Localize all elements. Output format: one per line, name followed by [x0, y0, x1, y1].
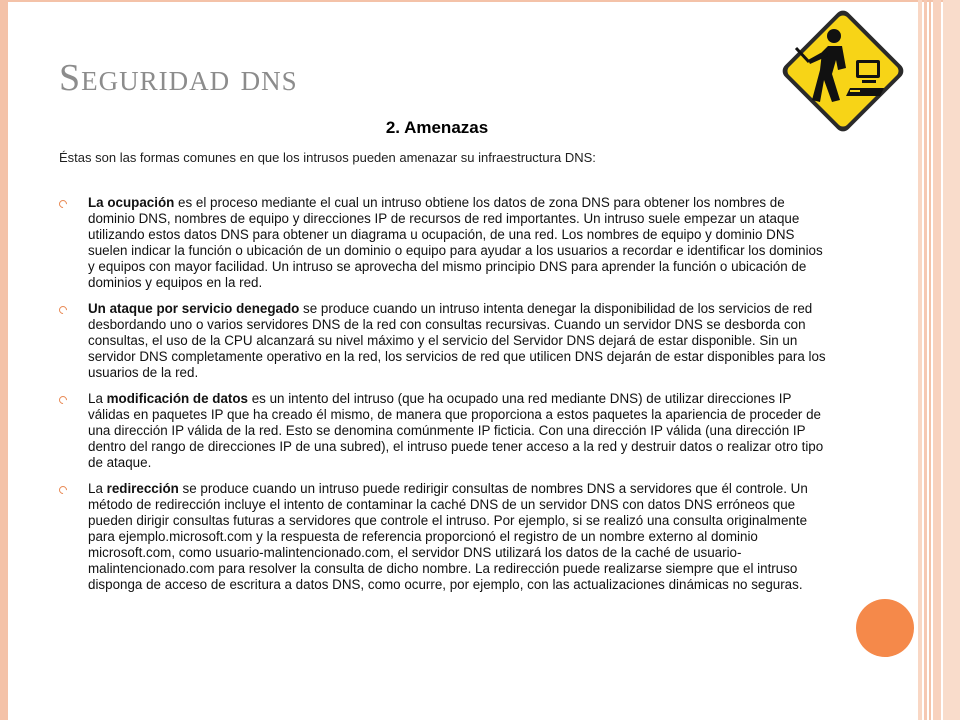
bullet-icon	[57, 304, 68, 315]
bullet-keyword: La ocupación	[88, 195, 175, 210]
decorative-stripe	[943, 0, 960, 720]
list-item	[59, 481, 829, 593]
bullet-text: es un intento del intruso (que ha ocupado una red mediante DNS) de utilizar direcciones IP válidas en paquetes IP que ha creado él mismo, de manera que proporciona a estos paquetes la apariencia de proceder de una dirección IP válida de la red. Esto se denomina comúnmente IP ficticia. Con una dirección IP válida (una dirección IP dentro del rango de direcciones IP de una subred), el intruso puede tener acceso a la red y destruir datos o realizar otro tipo de ataque.	[88, 391, 824, 470]
list-item	[59, 391, 829, 471]
frame-top-border	[0, 0, 960, 2]
bullet-icon	[57, 198, 68, 209]
decorative-stripe	[929, 0, 931, 720]
bullet-keyword: modificación de datos	[106, 391, 248, 406]
list-item	[59, 195, 829, 291]
bullet-icon	[57, 484, 68, 495]
frame-left-border	[0, 0, 8, 720]
decorative-stripe	[933, 0, 941, 720]
bullet-icon	[57, 394, 68, 405]
bullet-keyword: redirección	[106, 481, 179, 496]
threat-list	[59, 195, 829, 603]
list-item	[59, 301, 829, 381]
bullet-prefix: La	[88, 481, 107, 496]
bullet-prefix: La	[88, 391, 107, 406]
slide-title: Seguridad dns	[59, 57, 298, 99]
bullet-keyword: Un ataque por servicio denegado	[88, 301, 300, 316]
bullet-text: se produce cuando un intruso intenta denegar la disponibilidad de los servicios de red desbordando uno o varios servidores DNS de la red con consultas recursivas. Cuando un servidor DNS se desborda con consultas, el uso de la CPU alcanzará su nivel máximo y el servicio del Servidor DNS dejará de estar disponible. Sin un servidor DNS completamente operativo en la red, los servicios de red que utilicen DNS dejarán de estar disponibles para los usuarios de la red.	[88, 301, 826, 380]
decorative-stripe	[918, 0, 922, 720]
bullet-text: es el proceso mediante el cual un intruso obtiene los datos de zona DNS para obtener los nombres de dominio DNS, nombres de equipo y direcciones IP de recursos de red importantes. Un intruso suele empezar un ataque utilizando estos datos DNS para obtener un diagrama u ocupación, de una red. Los nombres de equipo y dominio DNS suelen indicar la función o ubicación de un dominio o equipo para ayudar a los usuarios a recordar e identificar los dominios y equipos con mayor facilidad. Un intruso se aprovecha del mismo principio DNS para aprender la función o ubicación de dominios y equipos en la red.	[88, 195, 823, 290]
section-heading: 2. Amenazas	[385, 118, 489, 137]
intro-text: Éstas son las formas comunes en que los intrusos pueden amenazar su infraestructura DNS:	[59, 150, 596, 165]
bullet-text: se produce cuando un intruso puede redirigir consultas de nombres DNS a servidores que él controle. Un método de redirección incluye el intento de contaminar la caché DNS de un servidor DNS con datos DNS erróneos que pueden dirigir consultas futuras a servidores que controle el intruso. Por ejemplo, si se realizó una consulta originalmente para ejemplo.microsoft.com y la respuesta de referencia proporcionó el registro de un nombre externo al dominio microsoft.com, como usuario-malintencionado.com, el servidor DNS utilizará los datos de la caché de usuario-malintencionado.com para resolver la consulta de dicho nombre. La redirección puede realizarse siempre que el intruso disponga de acceso de escritura a datos DNS, como ocurre, por ejemplo, con las actualizaciones dinámicas no seguras.	[88, 481, 808, 592]
decorative-orange-circle	[856, 599, 914, 657]
decorative-stripe	[924, 0, 927, 720]
